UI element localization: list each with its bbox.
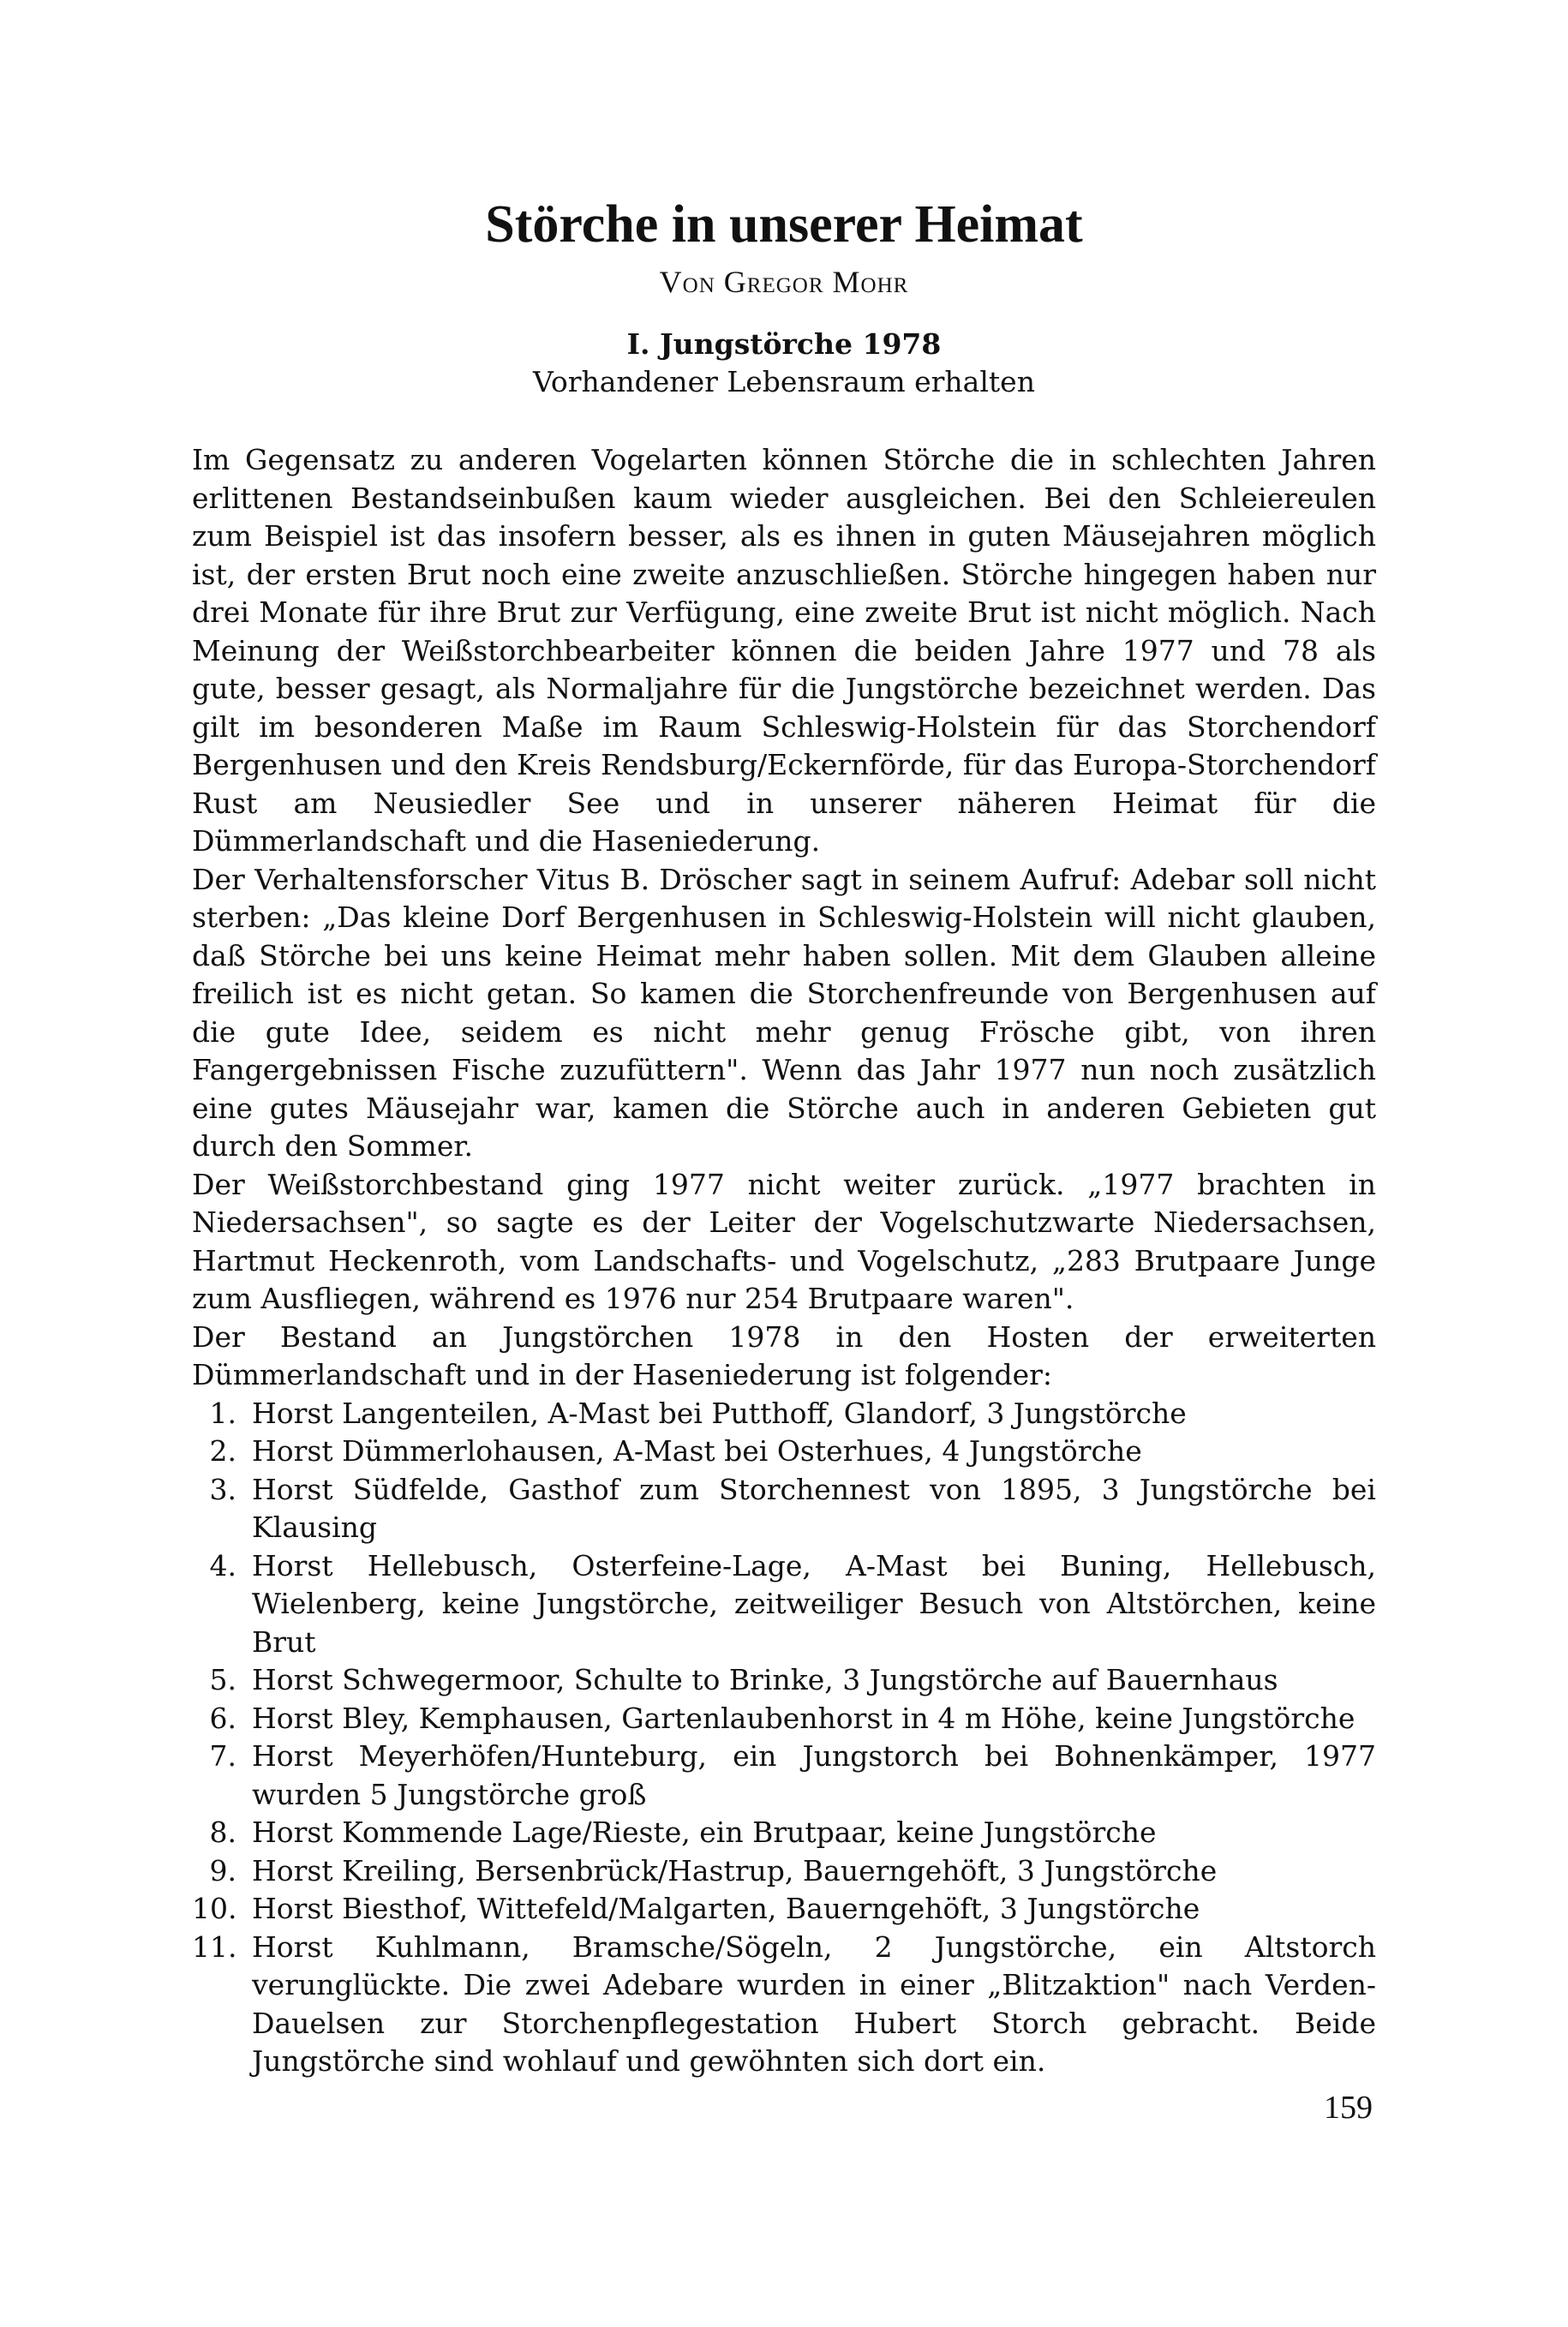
list-item-number: 4.	[209, 1548, 236, 1582]
list-item-number: 8.	[209, 1816, 236, 1849]
list-item-text: Horst Kuhlmann, Bramsche/Sögeln, 2 Jungstörche, ein Altstorch verunglückte. Die zwei Adebare wurden in einer „Blitzaktion" nach Verden-Dauelsen zur Storchenpflegestation Hubert Storch gebracht. Beide Jungstörche sind wohlauf und gewöhnten sich dort ein.	[252, 1929, 1376, 2078]
list-item	[192, 1547, 1376, 1662]
article-author: Von Gregor Mohr	[659, 265, 909, 299]
list-item	[192, 1929, 1376, 2081]
nest-list	[192, 1395, 1376, 2081]
page-number: 159	[1324, 2090, 1373, 2126]
list-item	[192, 1814, 1376, 1852]
list-item-number: 11.	[192, 1929, 237, 1964]
list-item	[192, 1433, 1376, 1471]
list-item-number: 1.	[209, 1396, 236, 1430]
list-item-number: 10.	[192, 1892, 237, 1925]
section-heading: I. Jungstörche 1978	[626, 327, 942, 361]
paragraph: Der Verhaltensforscher Vitus B. Dröscher sagt in seinem Aufruf: Adebar soll nicht sterben: „Das kleine Dorf Bergenhusen in Schleswig-Holstein will nicht glauben, daß Störche bei uns keine Heimat mehr haben sollen. Mit dem Glauben alleine freilich ist es nicht getan. So kamen die Storchenfreunde von Bergenhusen auf die gute Idee, seidem es nicht mehr genug Frösche gibt, von ihren Fangergebnissen Fische zuzufüttern". Wenn das Jahr 1977 nun noch zusätzlich eine gutes Mäusejahr war, kamen die Störche auch in anderen Gebieten gut durch den Sommer.	[192, 862, 1376, 1163]
section-subtitle: Vorhandener Lebensraum erhalten	[533, 365, 1035, 398]
list-item	[192, 1700, 1376, 1738]
list-item-text: Horst Hellebusch, Osterfeine-Lage, A-Mast bei Buning, Hellebusch, Wielenberg, keine Jungstörche, zeitweiliger Besuch von Altstörchen, keine Brut	[252, 1548, 1376, 1659]
list-item-text: Horst Schwegermoor, Schulte to Brinke, 3 Jungstörche auf Bauernhaus	[252, 1663, 1278, 1696]
list-item-number: 6.	[209, 1701, 236, 1735]
list-item	[192, 1471, 1376, 1547]
list-item-text: Horst Kreiling, Bersenbrück/Hastrup, Bauerngehöft, 3 Jungstörche	[252, 1853, 1218, 1887]
list-item-number: 3.	[209, 1472, 236, 1506]
article-body	[192, 441, 1376, 2081]
list-item	[192, 1395, 1376, 1433]
list-item	[192, 1661, 1376, 1700]
paragraph: Der Bestand an Jungstörchen 1978 in den Hosten der erweiterten Dümmerlandschaft und in der Haseniederung ist folgender:	[192, 1319, 1376, 1391]
list-item-text: Horst Meyerhöfen/Hunteburg, ein Jungstorch bei Bohnenkämper, 1977 wurden 5 Jungstörche groß	[252, 1739, 1376, 1811]
list-item	[192, 1890, 1376, 1929]
article-title: Störche in unserer Heimat	[485, 195, 1083, 254]
list-item-number: 5.	[209, 1663, 236, 1696]
list-item-text: Horst Bley, Kemphausen, Gartenlaubenhorst in 4 m Höhe, keine Jungstörche	[252, 1701, 1356, 1735]
paragraph: Der Weißstorchbestand ging 1977 nicht weiter zurück. „1977 brachten in Niedersachsen", so sagte es der Leiter der Vogelschutzwarte Niedersachsen, Hartmut Heckenroth, vom Landschafts- und Vogelschutz, „283 Brutpaare Junge zum Ausfliegen, während es 1976 nur 254 Brutpaare waren".	[192, 1167, 1376, 1315]
list-item	[192, 1738, 1376, 1814]
list-item-number: 9.	[209, 1853, 236, 1887]
list-item-text: Horst Dümmerlohausen, A-Mast bei Osterhues, 4 Jungstörche	[252, 1434, 1142, 1468]
paragraph: Im Gegensatz zu anderen Vogelarten können Störche die in schlechten Jahren erlittenen Bestandseinbußen kaum wieder ausgleichen. Bei den Schleiereulen zum Beispiel ist das insofern besser, als es ihnen in guten Mäusejahren möglich ist, der ersten Brut noch eine zweite anzuschließen. Störche hingegen haben nur drei Monate für ihre Brut zur Verfügung, eine zweite Brut ist nicht möglich. Nach Meinung der Weißstorchbearbeiter können die beiden Jahre 1977 und 78 als gute, besser gesagt, als Normaljahre für die Jungstörche bezeichnet werden. Das gilt im besonderen Maße im Raum Schleswig-Holstein für das Storchendorf Bergenhusen und den Kreis Rendsburg/Eckernförde, für das Europa-Storchendorf Rust am Neusiedler See und in unserer näheren Heimat für die Dümmerlandschaft und die Haseniederung.	[192, 443, 1376, 858]
list-item-text: Horst Biesthof, Wittefeld/Malgarten, Bauerngehöft, 3 Jungstörche	[252, 1892, 1200, 1925]
list-item-text: Horst Kommende Lage/Rieste, ein Brutpaar, keine Jungstörche	[252, 1816, 1157, 1849]
list-item-number: 7.	[209, 1739, 236, 1773]
list-item	[192, 1852, 1376, 1891]
list-item-text: Horst Langenteilen, A-Mast bei Putthoff, Glandorf, 3 Jungstörche	[252, 1396, 1187, 1430]
list-item-number: 2.	[209, 1434, 236, 1468]
list-item-text: Horst Südfelde, Gasthof zum Storchennest von 1895, 3 Jungstörche bei Klausing	[252, 1472, 1376, 1544]
